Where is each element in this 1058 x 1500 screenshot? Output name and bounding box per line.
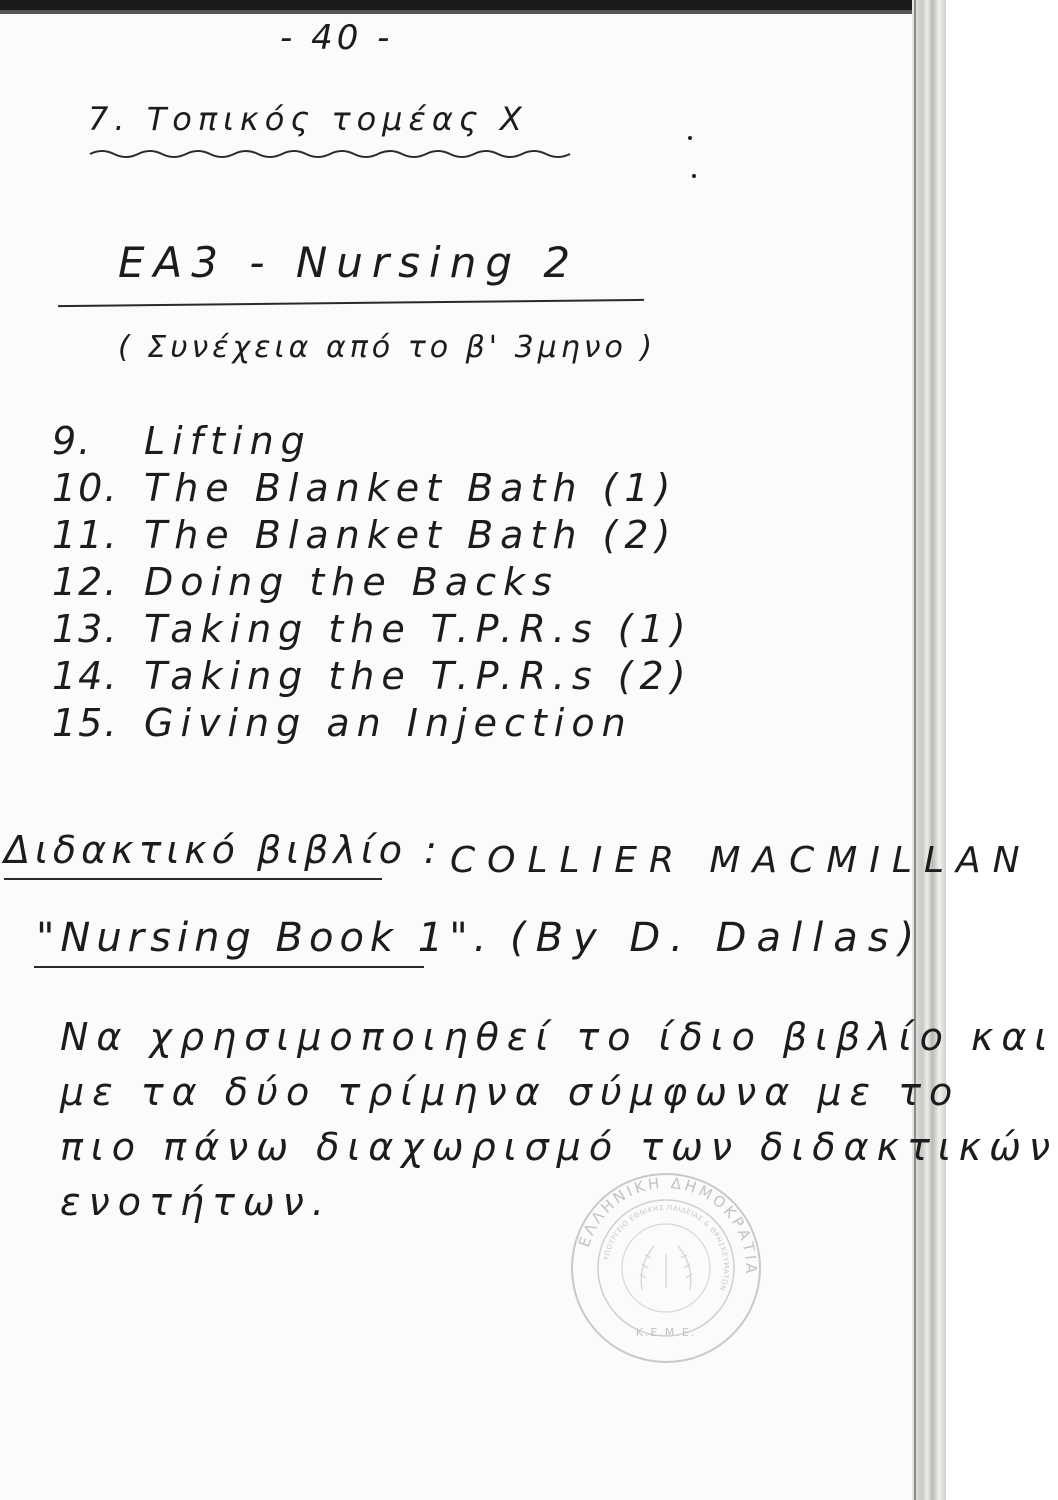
margin-dot [688,136,692,140]
list-item [52,653,693,700]
course-title: EA3 - Nursing 2 [118,238,580,287]
lesson-title: Lifting [144,419,312,463]
textbook-author: (By D. Dallas) [510,915,925,961]
binding-line [914,0,916,1500]
list-item [52,700,693,747]
stamp-inner-text: ΥΠΟΥΡΓΕΙΟ ΕΘΝΙΚΗΣ ΠΑΙΔΕΙΑΣ & ΘΡΗΣΚΕΥΜΑΤΩΝ [602,1203,731,1292]
section-title-underline [90,148,580,160]
lesson-number: 15. [52,701,119,745]
textbook-label: Διδακτικό βιβλίο : [4,828,442,872]
book-binding-edge [912,0,946,1500]
list-item [52,559,693,606]
course-title-rule [58,299,644,307]
section-title: 7. Τοπικός τομέας Χ [88,100,528,138]
lesson-title: Giving an Injection [144,701,633,745]
lesson-number: 13. [52,607,119,651]
stamp-outer-text: ΕΛΛΗΝΙΚΗ ΔΗΜΟΚΡΑΤΙΑ [575,1173,761,1277]
note-line: Να χρησιμοποιηθεί το ίδιο βιβλίο και [60,1015,1056,1059]
textbook-title: "Nursing Book 1". [36,915,493,961]
stamp-bottom-text: Κ.Ε.Μ.Ε. [635,1326,697,1339]
note-line: ενοτήτων. [60,1180,332,1224]
usage-note [60,1010,1058,1230]
margin-dot [692,174,696,178]
list-item [52,606,693,653]
list-item [52,465,693,512]
scan-top-shadow [0,10,930,14]
laurel-emblem-icon [640,1246,692,1290]
textbook-publisher: COLLIER MACMILLAN [450,840,1032,881]
lesson-number: 9. [52,419,93,463]
lesson-number: 11. [52,513,119,557]
lesson-title: Doing the Backs [144,560,559,604]
note-line: με τα δύο τρίμηνα σύμφωνα με το [60,1070,961,1114]
official-stamp [568,1170,764,1366]
lesson-title: The Blanket Bath (1) [144,466,678,510]
list-item [52,512,693,559]
lesson-number: 10. [52,466,119,510]
lesson-title: The Blanket Bath (2) [144,513,678,557]
lesson-number: 14. [52,654,119,698]
lesson-title: Taking the T.P.R.s (2) [144,654,693,698]
lesson-title: Taking the T.P.R.s (1) [144,607,693,651]
textbook-title-underline [34,966,424,968]
textbook-label-underline [4,878,382,880]
list-item [52,418,693,465]
lesson-number: 12. [52,560,119,604]
page-number: - 40 - [280,18,394,58]
note-line: πιο πάνω διαχωρισμό των διδακτικών [60,1125,1058,1169]
scan-top-edge [0,0,946,10]
course-subtitle: ( Συνέχεια από το β' 3μηνο ) [118,330,657,365]
stamp-seal [568,1170,764,1366]
lesson-list [52,418,693,747]
